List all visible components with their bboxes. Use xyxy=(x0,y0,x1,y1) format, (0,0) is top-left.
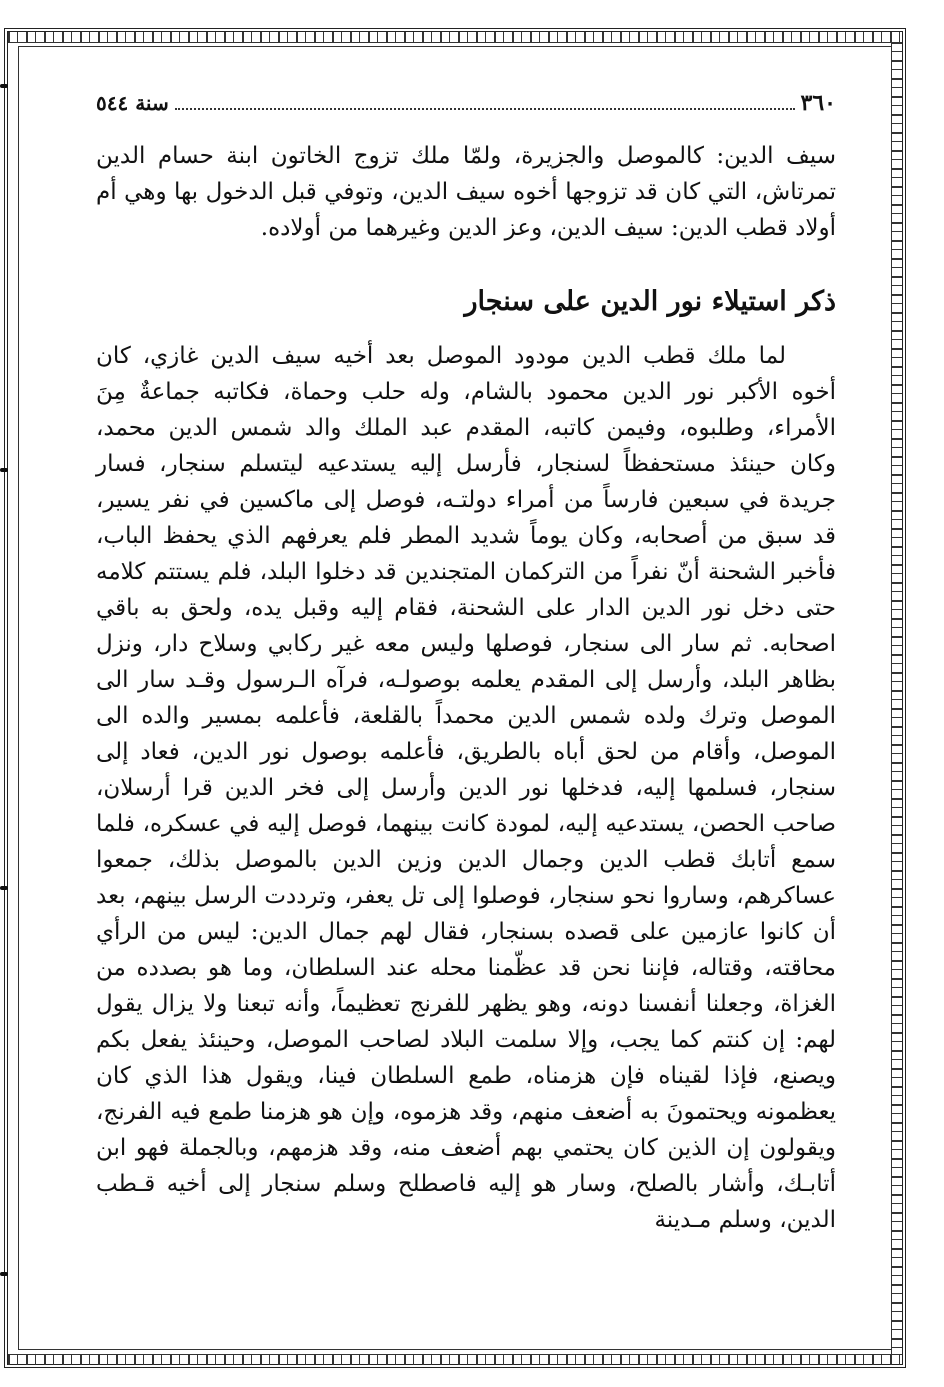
margin-mark xyxy=(0,84,8,88)
page-border-right-band xyxy=(891,42,902,1354)
page-border-bottom-band xyxy=(8,1354,902,1365)
body-paragraph: لما ملك قطب الدين مودود الموصل بعد أخيه سيف الدين غازي، كان أخوه الأكبر نور الدين محمود بالشام، وله حلب وحماة، فكاتبه جماعةٌ مِنَ الأمراء، وطلبوه، وفيمن كاتبه، المقدم عبد الملك والد شمس الدين محمد، وكان حينئذ مستحفظاً لسنجار، فأرسل إليه يستدعيه ليتسلم سنجار، فسار جريدة في سبعين فارساً من أمراء دولتـه، فوصل إلى ماكسين في نفر يسير، قد سبق من أصحابه، وكان يوماً شديد المطر فلم يعرفهم الذي يحفظ الباب، فأخبر الشحنة أنّ نفراً من التركمان المتجندين قد دخلوا البلد، فلم يستتم كلامه حتى دخل نور الدين الدار على الشحنة، فقام إليه وقبل يده، ولحق به باقي اصحابه. ثم سار الى سنجار، فوصلها وليس معه غير ركابي وسلاح دار، ونزل بظاهر البلد، وأرسل إلى المقدم يعلمه بوصولـه، فرآه الـرسول وقـد سار الى الموصل وترك ولده شمس الدين محمداً بالقلعة، فأعلمه بمسير والده الى الموصل، وأقام من لحق أباه بالطريق، فأعلمه بوصول نور الدين، فعاد إلى سنجار، فسلمها إليه، فدخلها نور الدين وأرسل إلى فخر الدين قرا أرسلان، صاحب الحصن، يستدعيه إليه، لمودة كانت بينهما، فوصل إليه في عسكره، فلما سمع أتابك قطب الدين وجمال الدين وزين الدين بالموصل بذلك، جمعوا عساكرهم، وساروا نحو سنجار، فوصلوا إلى تل يعفر، وترددت الرسل بينهم، بعد أن كانوا عازمين على قصده بسنجار، فقال لهم جمال الدين: ليس من الرأي محاقته، وقتاله، فإننا نحن قد عظّمنا محله عند السلطان، وما هو بصدده من الغزاة، وجعلنا أنفسنا دونه، وهو يظهر للفرنج تعظيماً، وأنه تبعنا ولا يزال يقول لهم: إن كنتم كما يجب، وإلا سلمت البلاد لصاحب الموصل، وحينئذ يفعل بكم ويصنع، فإذا لقيناه فإن هزمناه، طمع السلطان فينا، ويقول هذا الذي كان يعظمونه ويحتمونَ به أضعف منهم، وقد هزموه، وإن هو هزمنا طمع فيه الفرنج، ويقولون إن الذين كان يحتمي بهم أضعف منه، وقد هزمهم، وبالجملة فهو ابن أتابـك، وأشار بالصلح، وسار هو إليه فاصطلح وسلم سنجار إلى أخيه قـطب الدين، وسلم مـدينة xyxy=(96,343,836,1233)
page-content xyxy=(96,138,836,1238)
margin-mark xyxy=(0,1272,8,1276)
header-dotted-leader xyxy=(175,96,795,110)
running-header-year: سنة ٥٤٤ xyxy=(96,91,169,115)
page-number: ٣٦٠ xyxy=(800,90,836,116)
margin-mark xyxy=(0,886,8,890)
intro-paragraph: سيف الدين: كالموصل والجزيرة، ولمّا ملك تزوج الخاتون ابنة حسام الدين تمرتاش، التي كان قد تزوجها أخوه سيف الدين، وتوفي قبل الدخول بها وهي أم أولاد قطب الدين: سيف الدين، وعز الدين وغيرهما من أولاده. xyxy=(96,143,836,241)
running-header xyxy=(96,88,836,118)
page-border-top-band xyxy=(8,32,902,43)
section-title: ذكر استيلاء نور الدين على سنجار xyxy=(464,286,836,317)
margin-mark xyxy=(0,468,8,472)
